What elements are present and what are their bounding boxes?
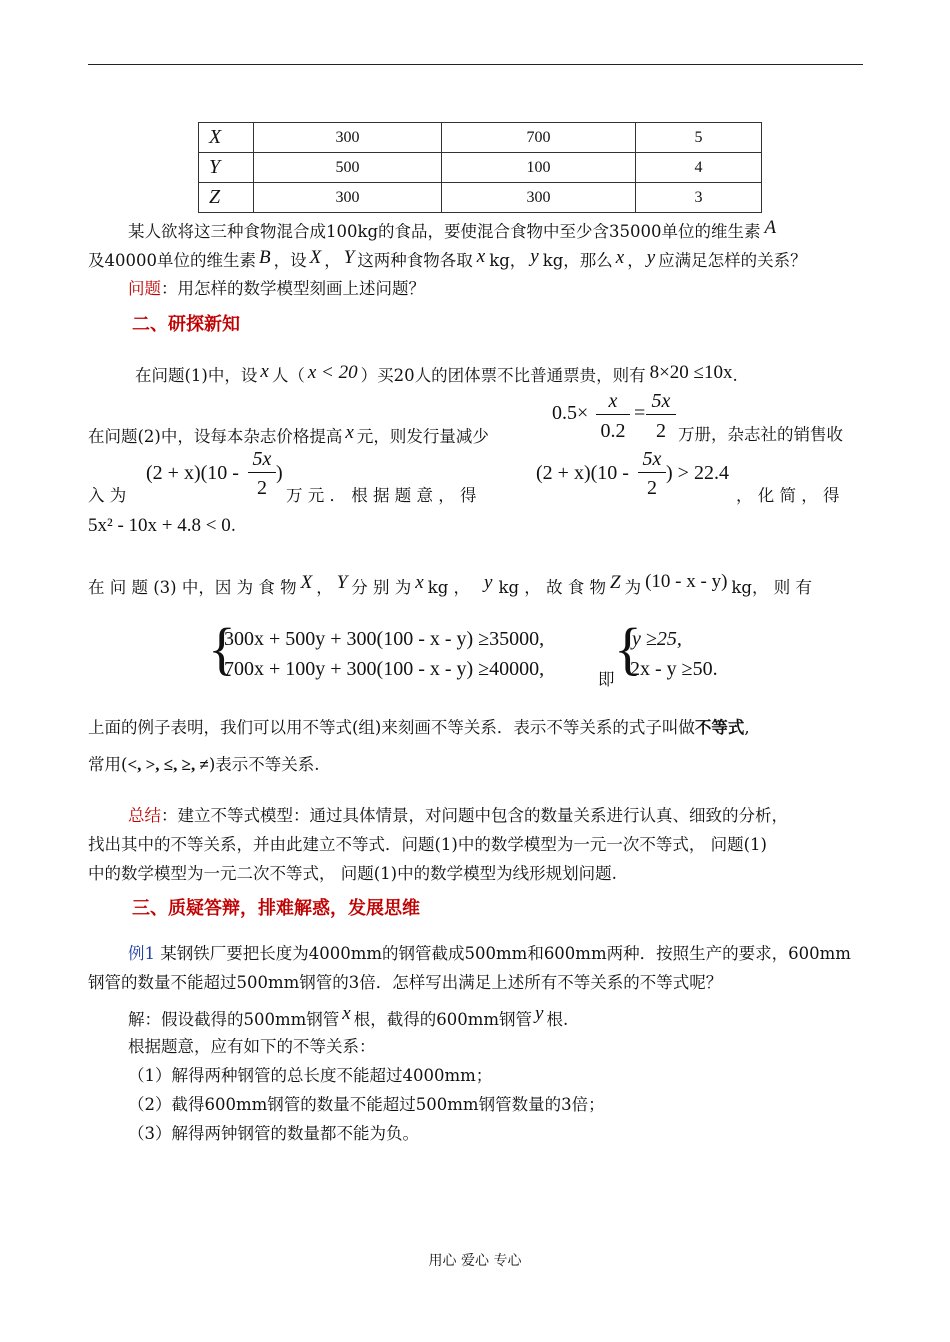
example-line7: （3）解得两钟钢管的数量都不能为负。 [128, 1124, 419, 1143]
table-cell: 5 [636, 123, 762, 153]
header-rule [88, 64, 863, 65]
system-simplified-1: y ≥25, [632, 628, 682, 650]
section-title-3: 三、质疑答辩，排难解惑，发展思维 [132, 898, 420, 919]
table-cell: 500 [254, 153, 442, 183]
table-cell: 100 [442, 153, 636, 183]
expr1: (2 + x)(10 - [146, 462, 239, 484]
p7-line2: 常用(<, >, ≤, ≥, ≠)表示不等关系. [88, 755, 320, 774]
table-cell: 700 [442, 123, 636, 153]
expr2: (2 + x)(10 - [536, 462, 629, 484]
p7-line1: 上面的例子表明，我们可以用不等式(组)来刻画不等关系．表示不等关系的式子叫做不等式, [88, 718, 750, 737]
table-row [199, 123, 762, 153]
p5-line: 5x² - 10x + 4.8 < 0. [88, 515, 236, 536]
section-title-2: 二、研探新知 [132, 314, 240, 335]
problem1-text: 在问题(1)中，设 x 人（ x < 20 ）买20人的团体票不比普通票贵，则有 8×20 ≤10x. [135, 361, 738, 385]
row-label: X [199, 123, 254, 153]
food-vitamin-table [198, 122, 762, 213]
row-label: Z [199, 183, 254, 213]
system-ji: 即 [598, 670, 615, 689]
frac-eq: = [634, 402, 646, 424]
system-brace-left: { [208, 616, 236, 681]
question-line: 问题：用怎样的数学模型刻画上述问题？ [128, 279, 425, 298]
expr2-frac-den: 2 [647, 477, 657, 499]
example-line4: 根据题意，应有如下的不等关系： [128, 1037, 376, 1056]
frac2-num: 5x [651, 390, 671, 412]
example-line6: （2）截得600mm钢管的数量不能超过500mm钢管数量的3倍； [128, 1095, 605, 1114]
expr1-close: ) [276, 462, 283, 484]
example-solution: 解：假设截得的500mm钢管 x 根，截得的600mm钢管 y 根. [128, 1003, 569, 1029]
expr2-close: ) > 22.4 [666, 462, 729, 484]
system-simplified-2: 2x - y ≥50. [630, 658, 718, 680]
problem3-text: 在 问 题 (3) 中，因 为 食 物 X ， Y 分 别 为 x kg ， y kg ， 故 食 物 Z 为 (10 - x - y) kg， 则 有 [88, 571, 812, 597]
frac1-den: 0.2 [600, 420, 626, 442]
p4-start: 入 为 [88, 486, 127, 505]
para1-line1: 某人欲将这三种食物混合成100kg的食品，要使混合食物中至少含35000单位的维生素 A [128, 217, 777, 241]
expr1-frac-num: 5x [252, 448, 272, 470]
example-line5: （1）解得两种钢管的总长度不能超过4000mm； [128, 1066, 493, 1085]
summary-label: 总结 [128, 806, 161, 825]
table-cell: 300 [254, 183, 442, 213]
question-label: 问题 [128, 279, 161, 298]
frac1-bar [596, 414, 630, 415]
table-row [199, 183, 762, 213]
page-footer: 用心 爱心 专心 [428, 1253, 522, 1269]
row-label: Y [199, 153, 254, 183]
p4-end: ， 化 简 ， 得 [736, 486, 840, 505]
example-label: 例1 [128, 944, 155, 963]
frac-pre: 0.5× [552, 402, 589, 424]
system-row-1: 300x + 500y + 300(100 - x - y) ≥35000, [224, 628, 545, 650]
table-row [199, 153, 762, 183]
example-line2: 钢管的数量不能超过500mm钢管的3倍．怎样写出满足上述所有不等关系的不等式呢？ [88, 973, 723, 992]
summary-line3: 中的数学模型为一元二次不等式， 问题(1)中的数学模型为线形规划问题. [88, 864, 617, 883]
table-cell: 3 [636, 183, 762, 213]
inequality-symbols: <, >, ≤, ≥, ≠ [127, 755, 209, 774]
expr1-frac-bar [248, 472, 276, 473]
para1-line2: 及40000单位的维生素 B ，设 X ， Y 这两种食物各取 x kg， y kg，那么 x ， y 应满足怎样的关系？ [88, 246, 807, 270]
problem2-text-end: 万册，杂志社的销售收 [678, 425, 843, 444]
table-cell: 300 [442, 183, 636, 213]
frac1-num: x [608, 390, 618, 412]
quadratic-ineq: 5x² - 10x + 4.8 < 0 [88, 515, 231, 536]
term-inequality: 不等式 [694, 718, 745, 737]
example-line1: 例1 某钢铁厂要把长度为4000mm的钢管截成500mm和600mm两种．按照生产的要求，600mm [128, 944, 851, 963]
table-cell: 300 [254, 123, 442, 153]
p4-mid: 万 元 ． 根 据 题 意 ， 得 [286, 486, 477, 505]
frac2-den: 2 [656, 420, 666, 442]
expr1-frac-den: 2 [257, 477, 267, 499]
table-cell: 4 [636, 153, 762, 183]
frac2-bar [646, 414, 676, 415]
expr2-frac-bar [638, 472, 666, 473]
system-row-2: 700x + 100y + 300(100 - x - y) ≥40000, [224, 658, 545, 680]
summary-line2: 找出其中的不等关系，并由此建立不等式．问题(1)中的数学模型为一元一次不等式， 问题(1) [88, 835, 767, 854]
summary-line1: 总结：建立不等式模型：通过具体情景，对问题中包含的数量关系进行认真、细致的分析， [128, 806, 788, 825]
expr2-frac-num: 5x [642, 448, 662, 470]
system-brace-right: { [614, 616, 642, 681]
problem2-text: 在问题(2)中，设每本杂志价格提高 x 元，则发行量减少 [88, 422, 489, 446]
